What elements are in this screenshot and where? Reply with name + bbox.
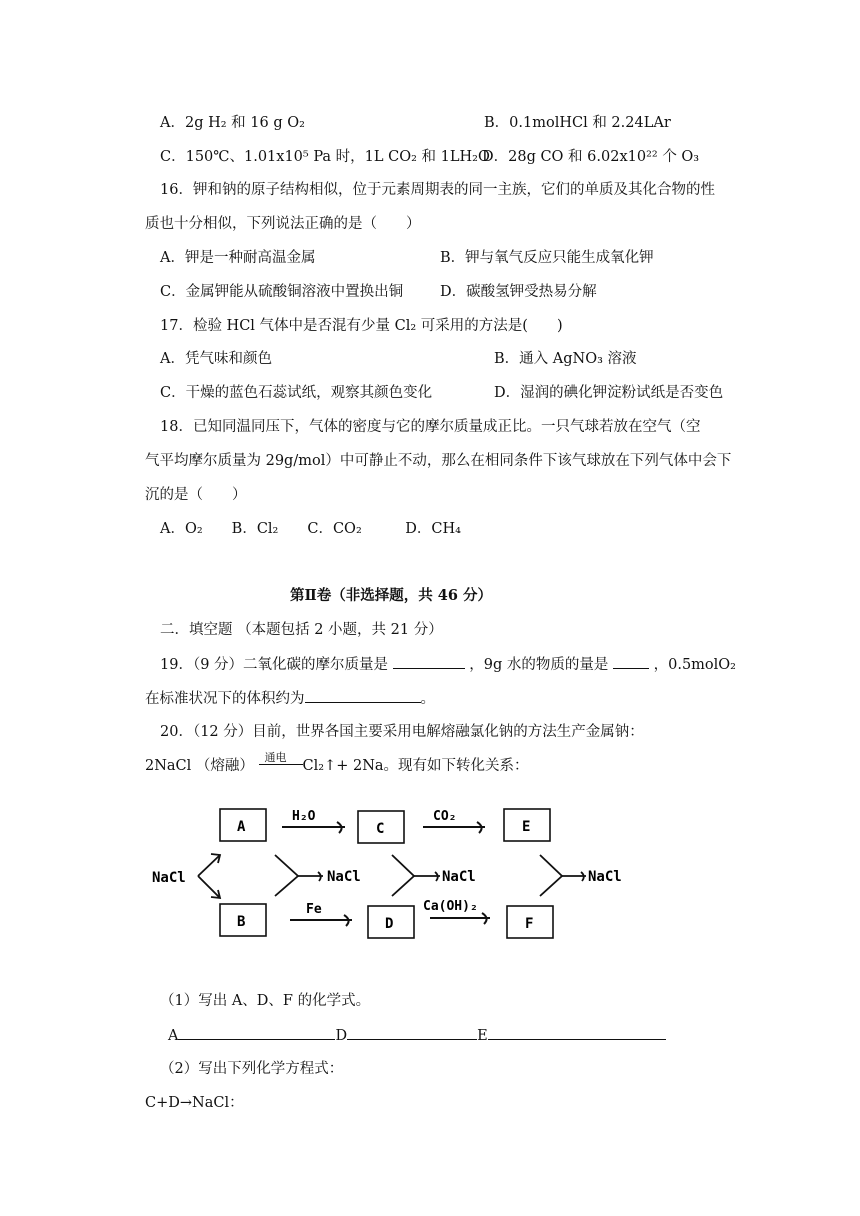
arrow-co2-label: CO₂: [433, 809, 457, 824]
q16-option-d: D．碳酸氢钾受热易分解: [440, 284, 597, 300]
q20-blank-d[interactable]: [347, 1025, 477, 1040]
q19-end: 。: [420, 691, 435, 707]
q20-blank-e[interactable]: [488, 1025, 666, 1040]
q20-sub2-line: C+D→NaCl：: [145, 1095, 244, 1111]
q19-part1: 19．（9 分）二氧化碳的摩尔质量是: [160, 657, 389, 673]
q19-line1: [160, 654, 736, 675]
q15-option-c: C．150℃、1.01x10⁵ Pa 时，1L CO₂ 和 1LH₂O: [160, 149, 490, 165]
q17-option-c: C．干燥的蓝色石蕊试纸，观察其颜色变化: [160, 385, 433, 401]
q20-eq-line: [259, 764, 303, 765]
conversion-diagram: [140, 800, 640, 945]
q18-options: A．O₂ B．Cl₂ C．CO₂ D．CH₄: [160, 521, 461, 537]
q16-option-b: B．钾与氧气反应只能生成氧化钾: [440, 250, 654, 266]
q19-line2: [145, 688, 435, 709]
box-b-label: B: [237, 914, 246, 930]
start-nacl: NaCl: [152, 870, 186, 886]
split-arrow-down: [198, 876, 220, 898]
q17-option-d: D．湿润的碘化钾淀粉试纸是否变色: [494, 385, 724, 401]
arrow-h2o-label: H₂O: [292, 809, 316, 824]
out-nacl-3: NaCl: [588, 869, 622, 885]
arrow-fe-label: Fe: [306, 902, 322, 917]
q19-blank-1[interactable]: [393, 654, 465, 669]
box-d-label: D: [385, 916, 394, 932]
q20-blank-a[interactable]: [178, 1025, 335, 1040]
q20-eq-right: Cl₂↑+ 2Na。现有如下转化关系：: [302, 758, 529, 774]
q20-answer-line: [168, 1025, 666, 1046]
q17-option-a: A．凭气味和颜色: [160, 351, 272, 367]
q20-equation: [145, 751, 529, 776]
q19-line2-text: 在标准状况下的体积约为: [145, 691, 305, 707]
q20-stem: 20．（12 分）目前，世界各国主要采用电解熔融氯化钠的方法生产金属钠：: [160, 724, 644, 740]
split-arrow-up: [198, 855, 220, 876]
merge-ef: [540, 855, 562, 896]
q16-stem-line1: 16．钾和钠的原子结构相似，位于元素周期表的同一主族，它们的单质及其化合物的性: [160, 182, 715, 198]
q20-eq-condition: [259, 751, 303, 776]
out-nacl-2: NaCl: [442, 869, 476, 885]
q20-label-d: D: [335, 1028, 348, 1044]
box-c-label: C: [376, 821, 385, 837]
q18-stem-line1: 18．已知同温同压下，气体的密度与它的摩尔质量成正比。一只气球若放在空气（空: [160, 419, 701, 435]
q17-option-b: B．通入 AgNO₃ 溶液: [494, 351, 637, 367]
q20-label-a: A: [168, 1028, 179, 1044]
merge-ab: [275, 855, 298, 896]
q16-option-a: A．钾是一种耐高温金属: [160, 250, 316, 266]
section-title: 第Ⅱ卷（非选择题，共 46 分）: [290, 587, 492, 604]
q15-option-b: B．0.1molHCl 和 2.24LAr: [484, 115, 671, 131]
box-e-label: E: [522, 819, 531, 835]
q19-part2: ，9g 水的物质的量是: [469, 657, 609, 673]
q15-option-a: A．2g H₂ 和 16 g O₂: [160, 115, 305, 131]
q18-stem-line2: 气平均摩尔质量为 29g/mol）中可静止不动，那么在相同条件下该气球放在下列气体中会下: [145, 453, 732, 469]
q19-part3: ，0.5molO₂: [653, 657, 736, 673]
q15-option-d: D．28g CO 和 6.02x10²² 个 O₃: [482, 149, 700, 165]
q19-blank-2[interactable]: [613, 654, 649, 669]
q19-blank-3[interactable]: [305, 688, 421, 703]
box-a-label: A: [237, 819, 246, 835]
q17-stem: 17．检验 HCl 气体中是否混有少量 Cl₂ 可采用的方法是( ): [160, 318, 563, 334]
arrow-caoh2-label: Ca(OH)₂: [423, 899, 478, 914]
q20-sub2: （2）写出下列化学方程式：: [160, 1061, 344, 1077]
merge-cd: [392, 855, 414, 896]
section-subtitle: 二．填空题 （本题包括 2 小题，共 21 分）: [160, 622, 443, 638]
q20-eq-left: 2NaCl （熔融）: [145, 758, 254, 774]
q20-sub1: （1）写出 A、D、F 的化学式。: [160, 993, 371, 1009]
q16-stem-line2: 质也十分相似，下列说法正确的是（ ）: [145, 216, 421, 232]
q20-label-e: E: [477, 1028, 488, 1044]
out-nacl-1: NaCl: [327, 869, 361, 885]
q18-stem-line3: 沉的是（ ）: [145, 487, 247, 503]
box-f-label: F: [525, 916, 534, 932]
q20-eq-cond-text: 通电: [264, 751, 287, 764]
q16-option-c: C．金属钾能从硫酸铜溶液中置换出铜: [160, 284, 404, 300]
